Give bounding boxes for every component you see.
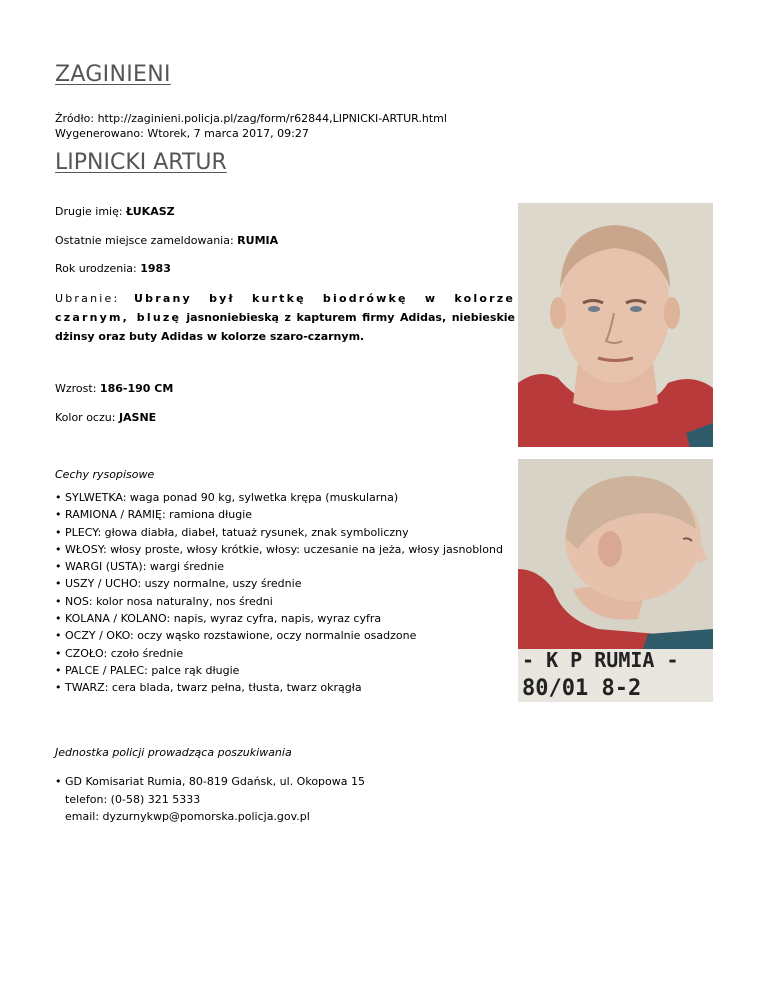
- height-field: [55, 382, 173, 395]
- residence-label: Ostatnie miejsce zameldowania:: [55, 234, 234, 247]
- features-heading: Cechy rysopisowe: [55, 468, 155, 481]
- eye-color-value: JASNE: [118, 411, 157, 424]
- birth-year-value: 1983: [140, 262, 171, 275]
- list-item: • NOS: kolor nosa naturalny, nos średni: [55, 593, 503, 610]
- source-info: [55, 111, 447, 141]
- second-name-field: [55, 205, 175, 218]
- list-item: • KOLANA / KOLANO: napis, wyraz cyfra, napis, wyraz cyfra: [55, 610, 503, 627]
- eye-color-label: Kolor oczu:: [55, 411, 116, 424]
- residence-value: RUMIA: [237, 234, 279, 247]
- second-name-value: ŁUKASZ: [126, 205, 175, 218]
- clothing-value-line1: Ubrany był kurtkę biodrówkę w kolorze czarnym, bluzę: [55, 292, 515, 324]
- birth-year-field: [55, 262, 171, 275]
- police-unit-name: • GD Komisariat Rumia, 80-819 Gdańsk, ul. Okopowa 15: [55, 773, 365, 791]
- mugshot-board-line1: - K P RUMIA -: [522, 648, 679, 672]
- features-list: [55, 489, 503, 697]
- list-item: • OCZY / OKO: oczy wąsko rozstawione, oczy normalnie osadzone: [55, 627, 503, 644]
- list-item: • WARGI (USTA): wargi średnie: [55, 558, 503, 575]
- clothing-value-rest: jasnoniebieską z kapturem firmy Adidas, niebieskie dżinsy oraz buty Adidas w kolorze szaro-czarnym.: [55, 311, 515, 343]
- second-name-label: Drugie imię:: [55, 205, 123, 218]
- police-unit-heading: Jednostka policji prowadząca poszukiwania: [55, 746, 292, 759]
- person-name: LIPNICKI ARTUR: [55, 150, 227, 175]
- frontal-photo: [518, 203, 713, 447]
- site-title: ZAGINIENI: [55, 62, 171, 87]
- list-item: • USZY / UCHO: uszy normalne, uszy średnie: [55, 575, 503, 592]
- height-value: 186-190 CM: [99, 382, 174, 395]
- eye-color-field: [55, 411, 156, 424]
- clothing-label: Ubranie:: [55, 292, 120, 305]
- source-url: Źródło: http://zaginieni.policja.pl/zag/form/r62844,LIPNICKI-ARTUR.html: [55, 112, 447, 125]
- profile-photo-image: [518, 459, 713, 702]
- list-item: • PLECY: głowa diabła, diabeł, tatuaż rysunek, znak symboliczny: [55, 524, 503, 541]
- list-item: • SYLWETKA: waga ponad 90 kg, sylwetka krępa (muskularna): [55, 489, 503, 506]
- frontal-photo-image: [518, 203, 713, 447]
- height-label: Wzrost:: [55, 382, 97, 395]
- police-unit-phone: telefon: (0-58) 321 5333: [65, 792, 201, 806]
- generated-date: Wygenerowano: Wtorek, 7 marca 2017, 09:27: [55, 127, 309, 140]
- clothing-field: [55, 289, 515, 346]
- residence-field: [55, 234, 278, 247]
- list-item: • TWARZ: cera blada, twarz pełna, tłusta, twarz okrągła: [55, 679, 503, 696]
- police-unit-info: [55, 773, 365, 826]
- profile-photo: [518, 459, 713, 702]
- list-item: • CZOŁO: czoło średnie: [55, 645, 503, 662]
- mugshot-board-line2: 80/01 8-2: [522, 676, 642, 701]
- police-unit-email: email: dyzurnykwp@pomorska.policja.gov.pl: [65, 810, 310, 823]
- birth-year-label: Rok urodzenia:: [55, 262, 137, 275]
- list-item: • RAMIONA / RAMIĘ: ramiona długie: [55, 506, 503, 523]
- list-item: • PALCE / PALEC: palce rąk długie: [55, 662, 503, 679]
- list-item: • WŁOSY: włosy proste, włosy krótkie, włosy: uczesanie na jeża, włosy jasnoblond: [55, 541, 503, 558]
